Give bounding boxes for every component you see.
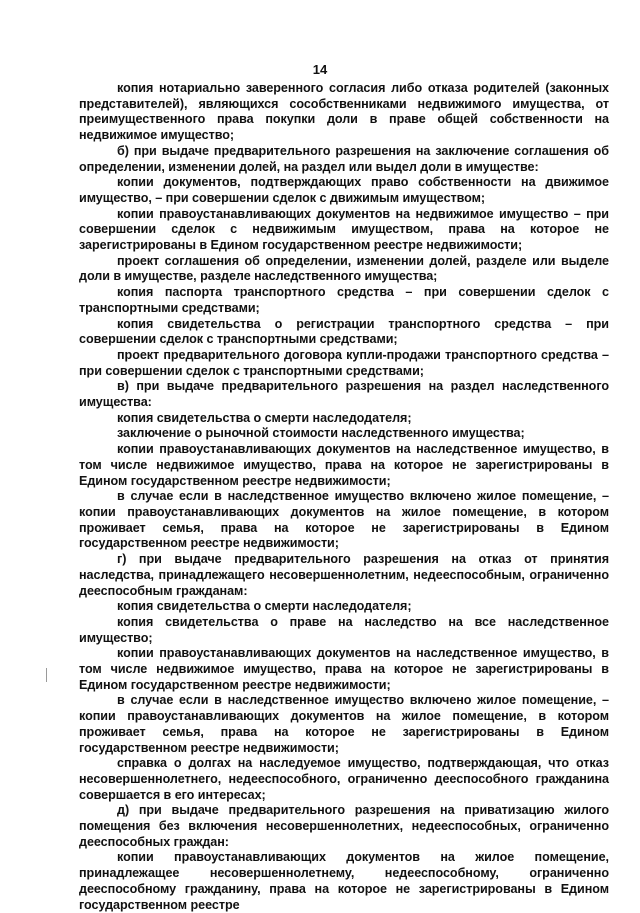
paragraph: копия нотариально заверенного согласия либо отказа родителей (законных представителей), являющихся сособственниками недвижимого имущества, от преимущественного права покупки доли в праве общей собственности на недвижимое имущество;: [79, 81, 609, 143]
document-body: [79, 81, 609, 913]
paragraph: копии правоустанавливающих документов на недвижимое имущество – при совершении сделок с недвижимым имуществом, права на которое не зарегистрированы в Едином государственном реестре недвижимости;: [79, 206, 609, 253]
paragraph: копия свидетельства о смерти наследодателя;: [117, 410, 412, 425]
paragraph: справка о долгах на наследуемое имущество, подтверждающая, что отказ несовершеннолетнего, недееспособного, ограниченно дееспособного гражданина совершается в его интересах;: [79, 756, 609, 802]
paragraph: г) при выдаче предварительного разрешения на отказ от принятия наследства, принадлежащего несовершеннолетним, недееспособным, ограниченно дееспособным гражданам:: [79, 552, 609, 598]
paragraph: проект соглашения об определении, изменении долей, разделе или выделе доли в имуществе, разделе наследственного имущества;: [79, 253, 609, 284]
paragraph: копии документов, подтверждающих право собственности на движимое имущество, – при совершении сделок с движимым имуществом;: [79, 175, 609, 205]
paragraph: копии правоустанавливающих документов на жилое помещение, принадлежащее несовершеннолетнему, недееспособному, ограниченно дееспособному гражданину, права на которое не зарегистрированы в Едином государственном реестре: [79, 850, 609, 912]
paragraph: копия паспорта транспортного средства – при совершении сделок с транспортными средствами;: [79, 285, 609, 315]
paragraph: копия свидетельства о регистрации транспортного средства – при совершении сделок с транспортными средствами;: [79, 316, 609, 347]
paragraph: заключение о рыночной стоимости наследственного имущества;: [117, 426, 525, 441]
paragraph: проект предварительного договора купли-продажи транспортного средства – при совершении сделок с транспортными средствами;: [79, 347, 609, 378]
paragraph: в случае если в наследственное имущество включено жилое помещение, – копии правоустанавливающих документов на жилое помещение, в котором проживает семья, права на которое не зарегистрированы в Едином государственном реестре недвижимости;: [79, 489, 609, 551]
paragraph: д) при выдаче предварительного разрешения на приватизацию жилого помещения без включения несовершеннолетних, недееспособных, ограниченно дееспособных граждан:: [79, 803, 609, 849]
paragraph: копии правоустанавливающих документов на наследственное имущество, в том числе недвижимое имущество, права на которое не зарегистрированы в Едином государственном реестре недвижимости;: [79, 442, 609, 488]
page-number: 14: [312, 62, 328, 77]
paragraph: в) при выдаче предварительного разрешения на раздел наследственного имущества:: [79, 379, 609, 410]
margin-mark: [46, 668, 47, 682]
paragraph: копии правоустанавливающих документов на наследственное имущество, в том числе недвижимое имущество, права на которое не зарегистрированы в Едином государственном реестре недвижимости;: [79, 646, 609, 692]
paragraph: б) при выдаче предварительного разрешения на заключение соглашения об определении, изменении долей, на раздел или выдел доли в имуществе:: [79, 143, 609, 174]
paragraph: копия свидетельства о смерти наследодателя;: [117, 599, 412, 614]
paragraph: копия свидетельства о праве на наследство на все наследственное имущество;: [79, 614, 609, 645]
paragraph: в случае если в наследственное имущество включено жилое помещение, – копии правоустанавливающих документов на жилое помещение, в котором проживает семья, права на которое не зарегистрированы в Едином государственном реестре недвижимости;: [79, 693, 609, 755]
